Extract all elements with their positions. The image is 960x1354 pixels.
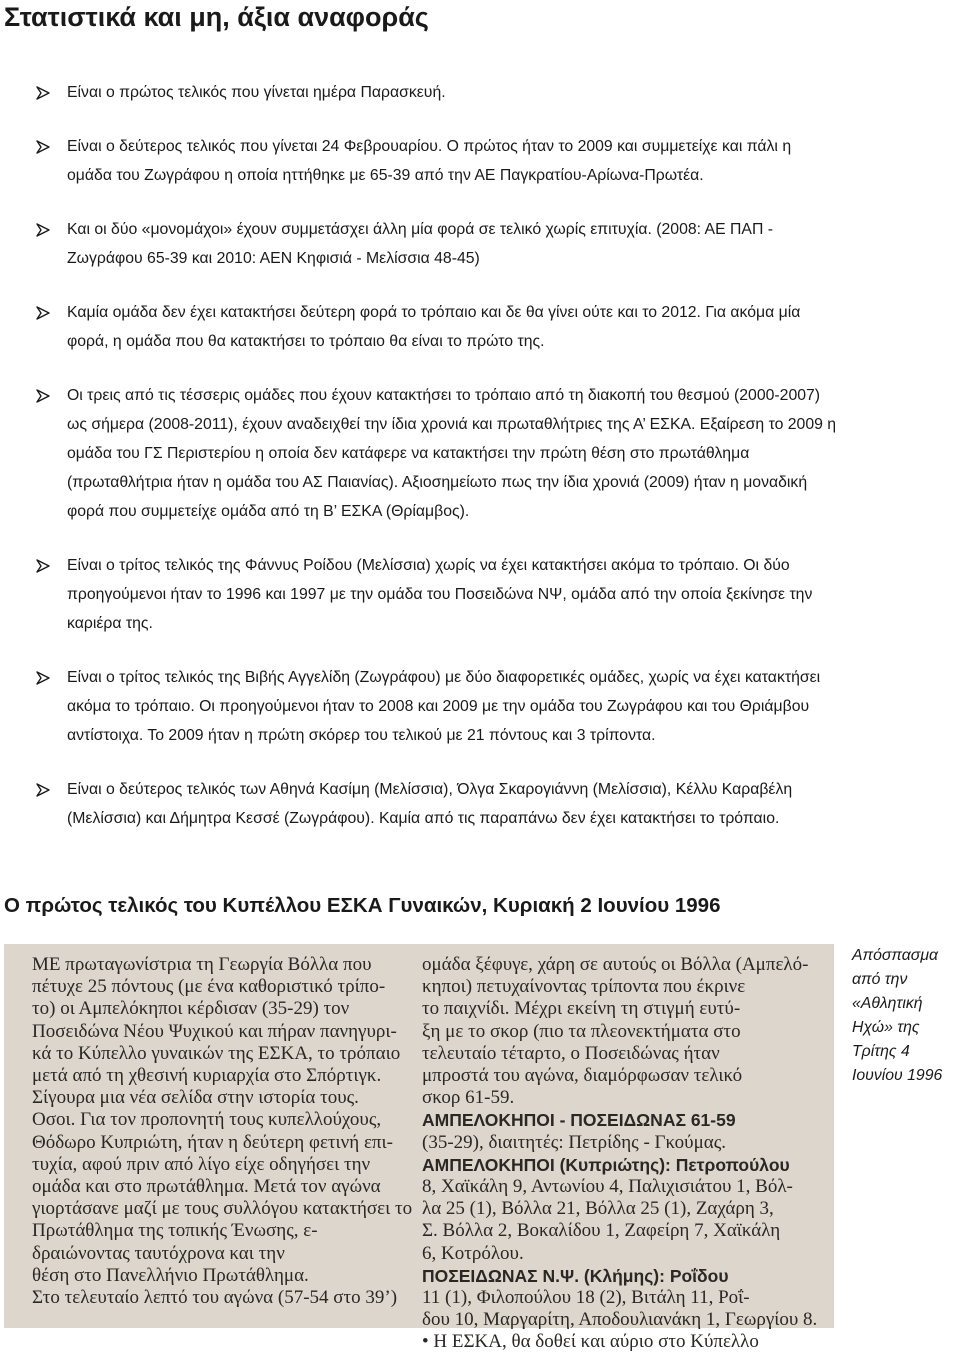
bullet-text-line: Ζωγράφου 65-39 και 2010: ΑΕΝ Κηφισιά - Μελίσσια 48-45) bbox=[67, 250, 480, 267]
arrow-bullet-icon bbox=[36, 140, 50, 154]
arrow-bullet-icon bbox=[36, 86, 50, 100]
bullet-text-line: (πρωταθλήτρια ήταν η ομάδα του ΑΣ Παιανίας). Αξιοσημείωτο πως την ίδια χρονιά (2009) ήταν η μοναδική bbox=[67, 474, 808, 491]
clipping-line: Οσοι. Για τον προπονητή τους κυπελλούχους, bbox=[32, 1109, 382, 1131]
clipping-line: τυχία, αφού πριν από λίγο είχε οδηγήσει την bbox=[32, 1153, 371, 1175]
arrow-bullet-icon bbox=[36, 559, 50, 573]
bullet-text-line: Είναι ο δεύτερος τελικός των Αθηνά Κασίμη (Μελίσσια), Όλγα Σκαρογιάννη (Μελίσσια), Κέλλυ Καραβέλη bbox=[67, 781, 793, 798]
bullet-text-line: φορά, η ομάδα που θα κατακτήσει το τρόπαιο θα είναι το πρώτο της. bbox=[67, 333, 545, 350]
clipping-line: Στο τελευταίο λεπτό του αγώνα (57-54 στο 39’) bbox=[32, 1287, 398, 1309]
clipping-line: • Η ΕΣΚΑ, θα δοθεί και αύριο στο Κύπελλο bbox=[422, 1331, 759, 1353]
clipping-line: Πρωτάθλημα της τοπικής Ένωσης, ε- bbox=[32, 1220, 318, 1242]
newspaper-clipping bbox=[4, 944, 834, 1353]
clipping-line: το) οι Αμπελόκηποι κέρδισαν (35-29) τον bbox=[32, 998, 350, 1020]
clipping-line: 6, Κοτρόλου. bbox=[422, 1242, 524, 1264]
clipping-caption bbox=[852, 944, 960, 1088]
clipping-line: θέση στο Πανελλήνιο Πρωτάθλημα. bbox=[32, 1264, 309, 1286]
clipping-line: ΠΟΣΕΙΔΩΝΑΣ Ν.Ψ. (Κλήμης): Ροΐδου bbox=[422, 1265, 729, 1286]
caption-line: Ηχώ» της bbox=[852, 1019, 920, 1036]
clipping-line: ξη με το σκορ (πιο τα πλεονεκτήματα στο bbox=[422, 1020, 741, 1042]
caption-line: Απόσπασμα bbox=[852, 947, 938, 964]
arrow-bullet-icon bbox=[36, 389, 50, 403]
clipping-left-column bbox=[32, 954, 413, 1309]
clipping-line: Σ. Βόλλα 2, Βοκαλίδου 1, Ζαφείρη 7, Χαϊκάλη bbox=[422, 1220, 781, 1242]
bullet-item bbox=[36, 775, 946, 833]
clipping-line: λα 25 (1), Βόλλα 21, Βόλλα 25 (1), Ζαχάρη 3, bbox=[422, 1198, 774, 1220]
bullet-text-line: καριέρα της. bbox=[67, 615, 153, 632]
clipping-line: ΜΕ πρωταγωνίστρια τη Γεωργία Βόλλα που bbox=[32, 954, 372, 975]
bullet-text-line: Και οι δύο «μονομάχοι» έχουν συμμετάσχει άλλη μία φορά σε τελικό χωρίς επιτυχία. (2008: ΑΕ ΠΑΠ - bbox=[67, 221, 774, 238]
clipping-line: γιορτάσανε μαζί με τους συλλόγου κατακτήσει το bbox=[32, 1198, 413, 1220]
bullet-text-line: Είναι ο δεύτερος τελικός που γίνεται 24 Φεβρουαρίου. Ο πρώτος ήταν το 2009 και συμμετείχε και πάλι η bbox=[67, 138, 792, 155]
clipping-line: κηποι) πετυχαίνοντας τρίποντα που έκρινε bbox=[422, 976, 746, 998]
bullet-item bbox=[36, 132, 946, 190]
clipping-line: ομάδα ξέφυγε, χάρη σε αυτούς οι Βόλλα (Αμπελό- bbox=[422, 954, 809, 975]
clipping-line: Σίγουρα μια νέα σελίδα στην ιστορία τους. bbox=[32, 1087, 359, 1109]
bullet-item bbox=[36, 78, 946, 107]
bullet-text-line: Είναι ο πρώτος τελικός που γίνεται ημέρα Παρασκευή. bbox=[67, 84, 446, 101]
caption-line: Τρίτης 4 bbox=[852, 1043, 910, 1060]
clipping-line: 11 (1), Φιλοπούλου 18 (2), Βιτάλη 11, Ροΐ- bbox=[422, 1287, 750, 1309]
clipping-right-column bbox=[422, 954, 818, 1354]
bullet-text-line: προηγούμενοι ήταν το 1996 και 1997 με την ομάδα του Ποσειδώνα ΝΨ, ομάδα από την οποία ξεκίνησε την bbox=[67, 586, 813, 603]
bullet-item bbox=[36, 215, 946, 273]
bullet-text-line: ομάδα του Ζωγράφου η οποία ηττήθηκε με 65-39 από την ΑΕ Παγκρατίου-Αρίωνα-Πρωτέα. bbox=[67, 167, 704, 184]
bullet-text-line: ακόμα το τρόπαιο. Οι προηγούμενοι ήταν το 2008 και 2009 με την ομάδα του Ζωγράφου και του Θριάμβου bbox=[67, 698, 810, 715]
bullet-text-line: Είναι ο τρίτος τελικός της Βιβής Αγγελίδη (Ζωγράφου) με δύο διαφορετικές ομάδες, χωρίς να έχει κατακτήσει bbox=[67, 669, 821, 686]
bullet-text-line: ομάδα του ΓΣ Περιστερίου η οποία δεν κατάφερε να κατακτήσει την πρώτη θέση στο πρωτάθλημα bbox=[67, 445, 750, 462]
bullet-text-line: ως σήμερα (2008-2011), έχουν αναδειχθεί την ίδια χρονιά και πρωταθλήτριες της Α’ ΕΣΚΑ. Εξαίρεση το 2009 η bbox=[67, 416, 837, 433]
clipping-line: 8, Χαϊκάλη 9, Αντωνίου 4, Παλιχισιάτου 1, Βόλ- bbox=[422, 1176, 793, 1198]
bullet-list bbox=[36, 78, 946, 833]
clipping-line: ΑΜΠΕΛΟΚΗΠΟΙ - ΠΟΣΕΙΔΩΝΑΣ 61-59 bbox=[422, 1110, 736, 1131]
caption-line: «Αθλητική bbox=[852, 995, 923, 1012]
bullet-text-line: φορά που συμμετείχε ομάδα από τη Β’ ΕΣΚΑ (Θρίαμβος). bbox=[67, 503, 470, 520]
clipping-line: Θόδωρο Κυπριώτη, ήταν η δεύτερη φετινή επι- bbox=[32, 1131, 393, 1153]
clipping-line: τελευταίο τέταρτο, ο Ποσειδώνας ήταν bbox=[422, 1042, 720, 1064]
clipping-line: ΑΜΠΕΛΟΚΗΠΟΙ (Κυπριώτης): Πετροπούλου bbox=[422, 1154, 790, 1175]
caption-line: Ιουνίου 1996 bbox=[852, 1067, 943, 1084]
arrow-bullet-icon bbox=[36, 306, 50, 320]
clipping-line: μετά από τη χθεσινή κυριαρχία στο Σπόρτιγκ. bbox=[32, 1065, 382, 1087]
clipping-line: κά το Κύπελλο γυναικών της ΕΣΚΑ, το τρόπαιο bbox=[32, 1042, 401, 1064]
page-title: Στατιστικά και μη, άξια αναφοράς bbox=[4, 2, 429, 32]
clipping-line: ομάδα και στο πρωτάθλημα. Μετά τον αγώνα bbox=[32, 1176, 381, 1198]
bullet-text-line: Είναι ο τρίτος τελικός της Φάννυς Ροίδου (Μελίσσια) χωρίς να έχει κατακτήσει ακόμα το τρόπαιο. Οι δύο bbox=[67, 557, 790, 574]
arrow-bullet-icon bbox=[36, 223, 50, 237]
caption-line: από την bbox=[852, 971, 908, 988]
bullet-text-line: Καμία ομάδα δεν έχει κατακτήσει δεύτερη φορά το τρόπαιο και δε θα γίνει ούτε και το 2012. Για ακόμα μία bbox=[67, 304, 801, 321]
bullet-item bbox=[36, 298, 946, 356]
bullet-text-line: αντίστοιχα. Το 2009 ήταν η πρώτη σκόρερ του τελικού με 21 πόντους και 3 τρίποντα. bbox=[67, 727, 656, 744]
clipping-line: σκορ 61-59. bbox=[422, 1087, 515, 1109]
arrow-bullet-icon bbox=[36, 671, 50, 685]
section-title: Ο πρώτος τελικός του Κυπέλλου ΕΣΚΑ Γυναικών, Κυριακή 2 Ιουνίου 1996 bbox=[4, 894, 721, 917]
clipping-line: το παιχνίδι. Μέχρι εκείνη τη στιγμή ευτύ- bbox=[422, 998, 741, 1020]
arrow-bullet-icon bbox=[36, 783, 50, 797]
bullet-text-line: (Μελίσσια) και Δήμητρα Κεσσέ (Ζωγράφου). Καμία από τις παραπάνω δεν έχει κατακτήσει το τρόπαιο. bbox=[67, 810, 780, 827]
bullet-text-line: Οι τρεις από τις τέσσερις ομάδες που έχουν κατακτήσει το τρόπαιο από τη διακοπή του θεσμού (2000-2007) bbox=[67, 387, 821, 404]
clipping-line: δου 10, Μαργαρίτη, Αποδουλιανάκη 1, Γεωργίου 8. bbox=[422, 1309, 818, 1331]
bullet-item bbox=[36, 551, 946, 638]
clipping-line: Ποσειδώνα Νέου Ψυχικού και πήραν πανηγυρι- bbox=[32, 1020, 397, 1042]
bullet-item bbox=[36, 663, 946, 750]
clipping-line: (35-29), διαιτητές: Πετρίδης - Γκούμας. bbox=[422, 1131, 726, 1153]
clipping-line: δραιώνοντας ταυτόχρονα και την bbox=[32, 1242, 285, 1264]
clipping-line: πέτυχε 25 πόντους (με ένα καθοριστικό τρίπο- bbox=[32, 976, 386, 998]
clipping-line: μπροστά του αγώνα, διαμόρφωσαν τελικό bbox=[422, 1065, 743, 1087]
bullet-item bbox=[36, 381, 946, 526]
